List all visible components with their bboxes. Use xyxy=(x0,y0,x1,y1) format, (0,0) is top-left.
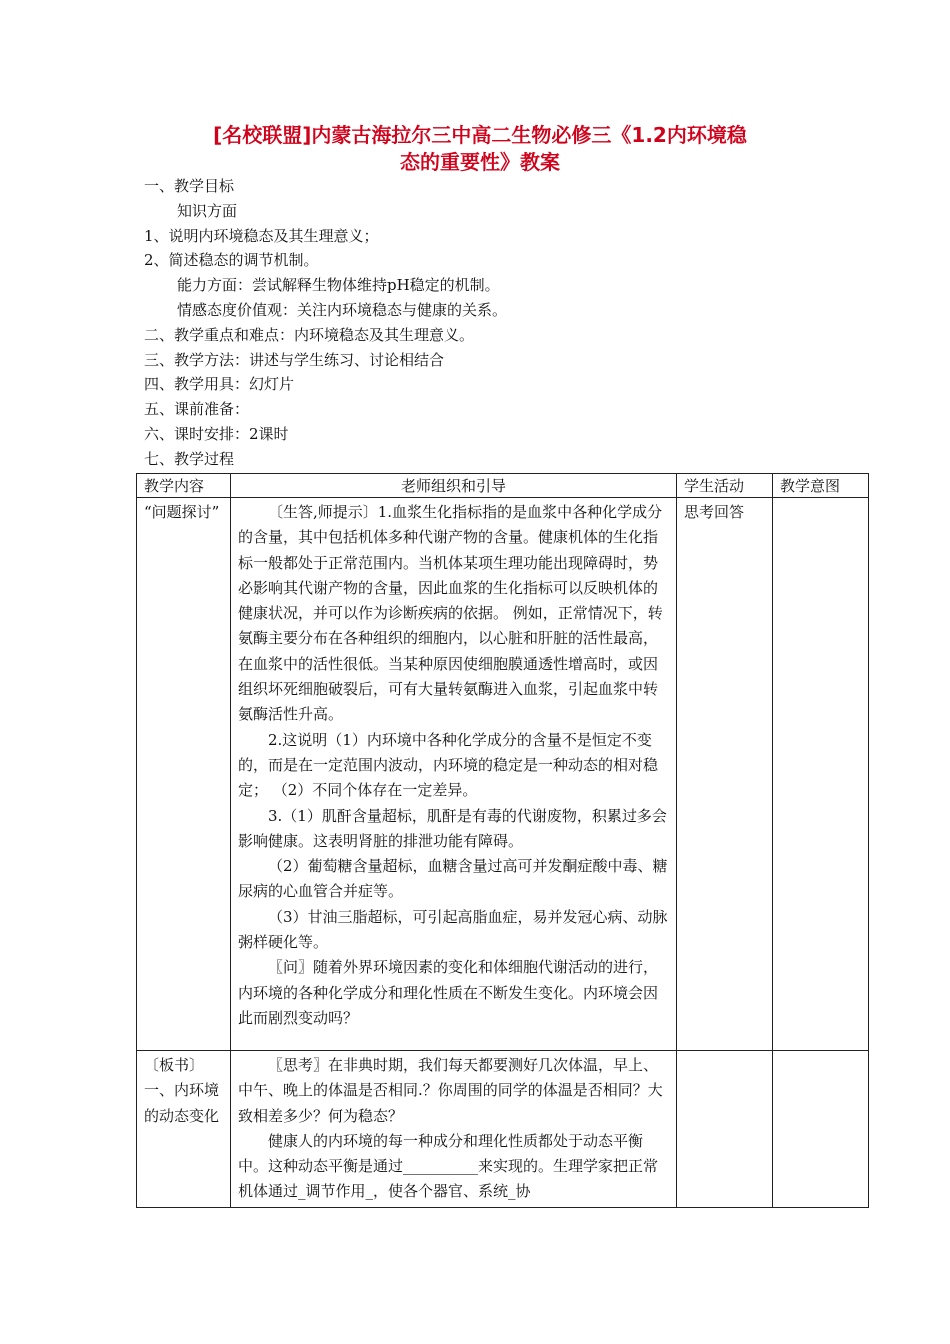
header-content: 教学内容 xyxy=(137,474,231,498)
header-activity: 学生活动 xyxy=(677,474,773,498)
table-row xyxy=(137,1051,869,1208)
row2-activity xyxy=(677,1051,773,1208)
row1-activity: 思考回答 xyxy=(677,498,773,1051)
guidance-paragraph: （3）甘油三脂超标，可引起高脂血症，易并发冠心病、动脉粥样硬化等。 xyxy=(238,907,668,952)
table-header-row xyxy=(137,474,869,498)
guidance-paragraph: （2）葡萄糖含量超标，血糖含量过高可并发酮症酸中毒、糖尿病的心血管合并症等。 xyxy=(238,857,668,901)
outline-item: 能力方面：尝试解释生物体维持pH稳定的机制。 xyxy=(177,276,500,295)
table-row xyxy=(137,498,869,1051)
outline-item: 一、教学目标 xyxy=(144,177,235,195)
title-line-2: 态的重要性》教案 xyxy=(400,150,560,174)
outline-item: 2、简述稳态的调节机制。 xyxy=(144,251,319,270)
outline-item: 情感态度价值观：关注内环境稳态与健康的关系。 xyxy=(177,300,508,319)
outline-item: 五、课前准备： xyxy=(144,400,250,419)
header-guidance: 老师组织和引导 xyxy=(231,474,677,498)
outline-item: 四、教学用具：幻灯片 xyxy=(144,375,295,394)
row2-content: 〔板书〕一、内环境的动态变化 xyxy=(137,1051,231,1208)
row1-content: “问题探讨” xyxy=(137,498,231,1051)
guidance-paragraph: 〖问〗随着外界环境因素的变化和体细胞代谢活动的进行，内环境的各种化学成分和理化性质在不断发生变化。内环境会因此而剧烈变动吗？ xyxy=(238,958,659,1027)
document-title xyxy=(150,122,810,176)
outline-item: 二、教学重点和难点：内环境稳态及其生理意义。 xyxy=(144,325,475,344)
outline-item: 三、教学方法：讲述与学生练习、讨论相结合 xyxy=(144,350,445,369)
guidance-paragraph: 〖思考〗在非典时期，我们每天都要测好几次体温，早上、中午、晚上的体温是否相同.？你周围的同学的体温是否相同？大致相差多少？何为稳态？ xyxy=(238,1056,663,1125)
outline-item: 1、说明内环境稳态及其生理意义； xyxy=(144,226,379,245)
row1-guidance xyxy=(231,498,677,1051)
header-intent: 教学意图 xyxy=(773,474,869,498)
teaching-process-table xyxy=(136,473,869,1208)
guidance-paragraph: 2.这说明（1）内环境中各种化学成分的含量不是恒定不变的，而是在一定范围内波动，内环境的稳定是一种动态的相对稳定； （2）不同个体存在一定差异。 xyxy=(238,730,659,800)
row2-guidance xyxy=(231,1051,677,1208)
row2-intent xyxy=(773,1051,869,1208)
row1-intent xyxy=(773,498,869,1051)
guidance-paragraph: 健康人的内环境的每一种成分和理化性质都处于动态平衡中。这种动态平衡是通过__________来实现的。生理学家把正常机体通过_调节作用_，使各个器官、系统_协 xyxy=(238,1131,659,1201)
guidance-paragraph: 〔生答,师提示〕1.血浆生化指标指的是血浆中各种化学成分的含量，其中包括机体多种代谢产物的含量。健康机体的生化指标一般都处于正常范围内。当机体某项生理功能出现障碍时，势必影响其代谢产物的含量，因此血浆的生化指标可以反映机体的健康状况，并可以作为诊断疾病的依据。 例如，正常情况下，转氨酶主要分布在各种组织的细胞内，以心脏和肝脏的活性最高，在血浆中的活性很低。当某种原因使细胞膜通透性增高时，或因组织坏死细胞破裂后，可有大量转氨酶进入血浆，引起血浆中转氨酶活性升高。 xyxy=(238,503,663,724)
outline-item: 七、教学过程 xyxy=(144,449,235,468)
outline-item: 知识方面 xyxy=(177,201,238,220)
title-line-1: [名校联盟]内蒙古海拉尔三中高二生物必修三《1.2内环境稳 xyxy=(213,123,747,147)
lesson-outline xyxy=(144,174,507,472)
outline-item: 六、课时安排：2课时 xyxy=(144,424,289,443)
guidance-paragraph: 3.（1）肌酐含量超标，肌酐是有毒的代谢废物，积累过多会影响健康。这表明肾脏的排泄功能有障碍。 xyxy=(238,806,667,850)
